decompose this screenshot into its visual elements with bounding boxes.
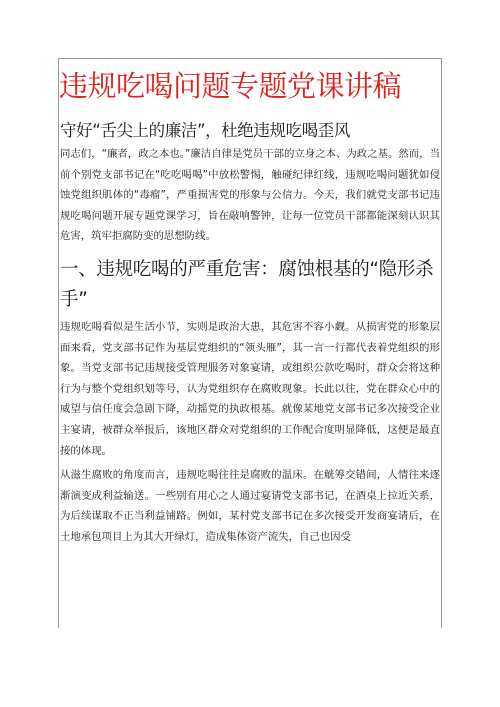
section-1-heading: 一、违规吃喝的严重危害：腐蚀根基的“隐形杀手”	[60, 258, 434, 310]
document-title: 违规吃喝问题专题党课讲稿	[59, 69, 402, 103]
document-page	[58, 58, 442, 628]
intro-paragraph: 同志们，“廉者，政之本也。”廉洁自律是党员干部的立身之本、为政之基。然而，当前个别党支部书记在“吃吃喝喝”中放松警惕，触碰纪律红线，违规吃喝问题犹如侵蚀党组织肌体的“毒瘤”，严重损害党的形象与公信力。今天，我们就党支部书记违规吃喝问题开展专题党课学习，旨在敲响警钟，让每一位党员干部都能深刻认识其危害，筑牢拒腐防变的思想防线。	[60, 148, 440, 243]
section-1-paragraph-2: 从滋生腐败的角度而言，违规吃喝往往是腐败的温床。在觥筹交错间，人情往来逐渐演变成利益输送。一些别有用心之人通过宴请党支部书记，在酒桌上拉近关系，为后续谋取不正当利益铺路。例如，某村党支部书记在多次接受开发商宴请后，在土地承包项目上为其大开绿灯，造成集体资产流失，自己也因受	[60, 469, 440, 543]
section-1-paragraph-1: 违规吃喝看似是生活小节，实则是政治大患，其危害不容小觑。从损害党的形象层面来看，党支部书记作为基层党组织的“领头雁”，其一言一行都代表着党组织的形象。当党支部书记违规接受管理服务对象宴请，或组织公款吃喝时，群众会将这种行为与整个党组织划等号，认为党组织存在腐败现象。长此以往，党在群众心中的威望与信任度会急剧下降，动摇党的执政根基。就像某地党支部书记多次接受企业主宴请，被群众举报后，该地区群众对党组织的工作配合度明显降低，这便是最直接的体现。	[60, 320, 440, 457]
document-subtitle: 守好“舌尖上的廉洁”，杜绝违规吃喝歪风	[60, 121, 350, 140]
